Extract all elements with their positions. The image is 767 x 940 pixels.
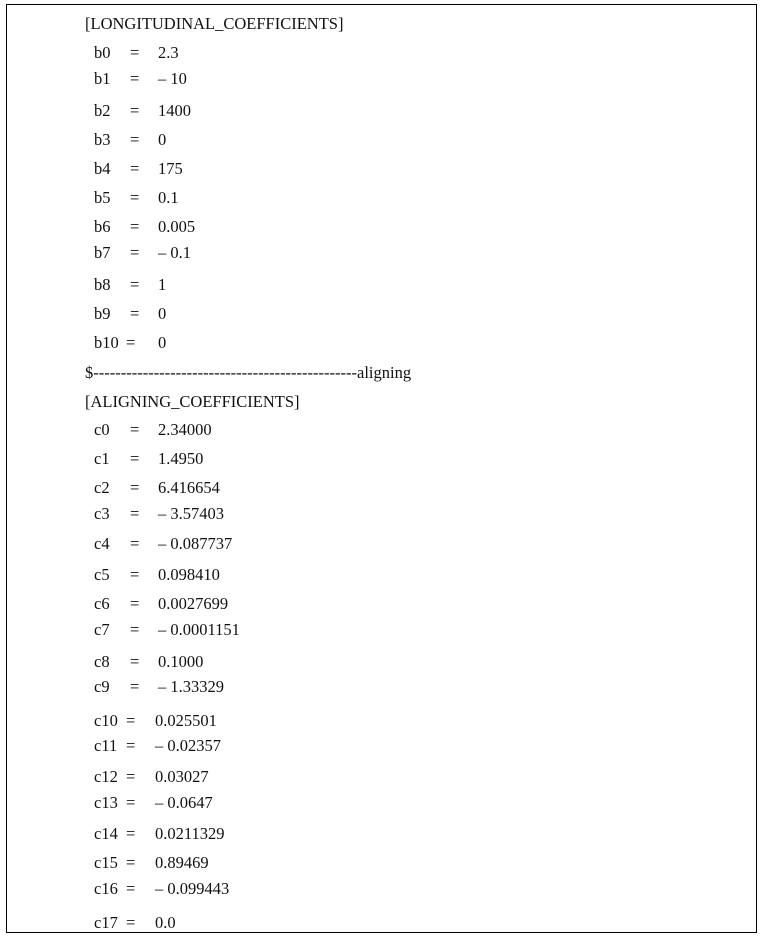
equals-sign: = bbox=[130, 275, 140, 294]
coefficient-value: – 0.1 bbox=[158, 243, 191, 262]
coefficient-value: 0 bbox=[158, 333, 167, 352]
coefficient-name: c6 bbox=[94, 594, 110, 613]
coefficient-value: – 0.0647 bbox=[155, 793, 213, 812]
coefficient-value: – 0.0001151 bbox=[158, 620, 240, 639]
coefficient-name: c17 bbox=[94, 913, 118, 932]
coefficient-value: 175 bbox=[158, 159, 183, 178]
equals-sign: = bbox=[130, 677, 140, 696]
coefficient-name: c4 bbox=[94, 534, 110, 553]
equals-sign: = bbox=[130, 652, 140, 671]
coefficient-name: b10 bbox=[94, 333, 119, 352]
coefficient-value: 0.025501 bbox=[155, 711, 217, 730]
equals-sign: = bbox=[130, 478, 140, 497]
coefficient-name: c14 bbox=[94, 824, 118, 843]
aligning-header: [ALIGNING_COEFFICIENTS] bbox=[85, 392, 300, 411]
coefficient-name: b6 bbox=[94, 217, 111, 236]
equals-sign: = bbox=[126, 853, 136, 872]
coefficient-value: 6.416654 bbox=[158, 478, 220, 497]
coefficient-value: – 3.57403 bbox=[158, 504, 224, 523]
coefficient-name: c11 bbox=[94, 736, 118, 755]
equals-sign: = bbox=[130, 43, 140, 62]
equals-sign: = bbox=[130, 130, 140, 149]
coefficient-value: 0.03027 bbox=[155, 767, 209, 786]
equals-sign: = bbox=[130, 420, 140, 439]
coefficient-value: – 1.33329 bbox=[158, 677, 224, 696]
coefficient-name: b3 bbox=[94, 130, 111, 149]
coefficient-name: c16 bbox=[94, 879, 118, 898]
equals-sign: = bbox=[130, 159, 140, 178]
equals-sign: = bbox=[126, 824, 136, 843]
coefficient-value: – 0.087737 bbox=[158, 534, 233, 553]
equals-sign: = bbox=[126, 913, 136, 932]
coefficient-name: c1 bbox=[94, 449, 110, 468]
coefficient-name: c13 bbox=[94, 793, 118, 812]
coefficient-name: b0 bbox=[94, 43, 111, 62]
coefficient-value: 1.4950 bbox=[158, 449, 204, 468]
coefficient-value: 0 bbox=[158, 130, 167, 149]
coefficient-name: b7 bbox=[94, 243, 111, 262]
coefficient-name: c10 bbox=[94, 711, 118, 730]
equals-sign: = bbox=[130, 534, 140, 553]
equals-sign: = bbox=[130, 620, 140, 639]
equals-sign: = bbox=[126, 767, 136, 786]
coefficient-name: c9 bbox=[94, 677, 110, 696]
coefficient-value: 0.098410 bbox=[158, 565, 220, 584]
coefficient-name: c3 bbox=[94, 504, 110, 523]
coefficient-name: c7 bbox=[94, 620, 110, 639]
aligning-separator: $------------------------------------------------aligning bbox=[85, 363, 412, 382]
equals-sign: = bbox=[126, 333, 136, 352]
equals-sign: = bbox=[130, 304, 140, 323]
coefficient-value: 0 bbox=[158, 304, 167, 323]
coefficient-name: b9 bbox=[94, 304, 111, 323]
equals-sign: = bbox=[130, 188, 140, 207]
equals-sign: = bbox=[130, 69, 140, 88]
coefficient-value: 0.0211329 bbox=[155, 824, 225, 843]
equals-sign: = bbox=[126, 793, 136, 812]
equals-sign: = bbox=[130, 449, 140, 468]
coefficient-name: c2 bbox=[94, 478, 110, 497]
coefficient-value: 1400 bbox=[158, 101, 191, 120]
coefficient-value: 1 bbox=[158, 275, 167, 294]
coefficient-value: 2.34000 bbox=[158, 420, 212, 439]
coefficient-name: c5 bbox=[94, 565, 110, 584]
coefficient-value: 0.005 bbox=[158, 217, 196, 236]
equals-sign: = bbox=[130, 243, 140, 262]
coefficient-name: b2 bbox=[94, 101, 111, 120]
coefficient-name: b1 bbox=[94, 69, 111, 88]
equals-sign: = bbox=[130, 565, 140, 584]
equals-sign: = bbox=[126, 736, 136, 755]
coefficient-value: – 10 bbox=[158, 69, 187, 88]
coefficient-value: – 0.099443 bbox=[155, 879, 230, 898]
coefficient-name: c12 bbox=[94, 767, 118, 786]
coefficient-value: 0.0027699 bbox=[158, 594, 229, 613]
equals-sign: = bbox=[126, 879, 136, 898]
coefficient-name: c8 bbox=[94, 652, 110, 671]
coefficient-value: – 0.02357 bbox=[155, 736, 221, 755]
coefficient-name: c0 bbox=[94, 420, 110, 439]
longitudinal-header: [LONGITUDINAL_COEFFICIENTS] bbox=[85, 14, 344, 33]
equals-sign: = bbox=[130, 504, 140, 523]
coefficient-name: b4 bbox=[94, 159, 111, 178]
coefficient-value: 0.0 bbox=[155, 913, 176, 932]
document-frame bbox=[6, 4, 757, 933]
coefficient-name: b8 bbox=[94, 275, 111, 294]
coefficient-name: b5 bbox=[94, 188, 111, 207]
equals-sign: = bbox=[126, 711, 136, 730]
coefficient-value: 0.1000 bbox=[158, 652, 204, 671]
coefficient-value: 0.1 bbox=[158, 188, 179, 207]
equals-sign: = bbox=[130, 594, 140, 613]
equals-sign: = bbox=[130, 217, 140, 236]
coefficient-name: c15 bbox=[94, 853, 118, 872]
coefficient-value: 2.3 bbox=[158, 43, 179, 62]
equals-sign: = bbox=[130, 101, 140, 120]
coefficient-value: 0.89469 bbox=[155, 853, 209, 872]
